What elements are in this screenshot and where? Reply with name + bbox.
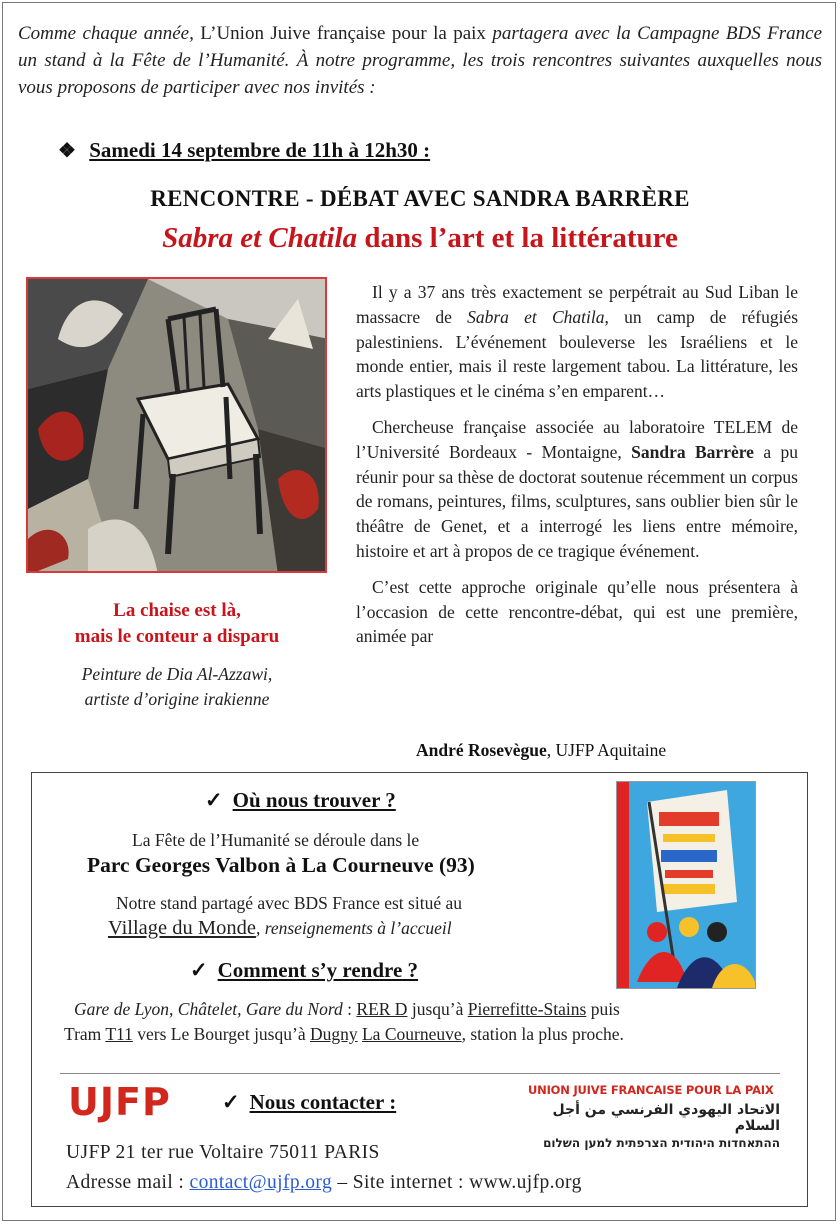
- directions-sep: :: [342, 999, 357, 1019]
- intro-paragraph: [18, 20, 822, 101]
- contact-heading: [222, 1090, 396, 1115]
- directions-vers: vers Le Bourget jusqu’à: [132, 1024, 310, 1044]
- checkmark-icon: ✓: [222, 1090, 240, 1114]
- moderator-org: , UJFP Aquitaine: [546, 740, 667, 760]
- location-line1: La Fête de l’Humanité se déroule dans le: [132, 830, 420, 850]
- painting-caption-line1: La chaise est là,: [113, 600, 241, 621]
- article-paragraph-3: C’est cette approche originale qu’elle nous présentera à l’occasion de cette rencontre-débat, qui est une première, animée par: [356, 576, 798, 647]
- article-p1-text: Il y a 37 ans très exactement se perpétrait au Sud Liban le massacre de: [356, 282, 798, 327]
- union-name-arabic: الاتحاد اليهودي الفرنسي من أجل السلام: [552, 1102, 780, 1134]
- article-p1-italic: Sabra et Chatila: [467, 306, 605, 327]
- article-p2-text: Chercheuse française associée au laboratoire TELEM de l’Université Bordeaux - Montaigne,: [356, 416, 798, 462]
- article-paragraph-1: [356, 280, 798, 404]
- postal-address: UJFP 21 ter rue Voltaire 75011 PARIS: [66, 1142, 380, 1163]
- diamond-bullet-icon: ❖: [58, 140, 76, 162]
- location-line2: Notre stand partagé avec BDS France est situé au: [116, 893, 462, 913]
- location-heading-text: Où nous trouver ?: [232, 788, 396, 812]
- painting-credit: [22, 662, 332, 712]
- painting-image: [26, 277, 327, 573]
- intro-italic-1: Comme chaque année,: [18, 23, 194, 44]
- article-p2-text-end: a pu réunir pour sa thèse de doctorat soutenue récemment un corpus de romans, peintures, films, sculptures, sans oublier bien sûr le théâtre de Genet, et a interrogé les liens entre mémoire, histoire et art à propos de ce tragique événement.: [356, 441, 798, 561]
- checkmark-icon: ✓: [205, 788, 223, 812]
- dugny: Dugny: [309, 1024, 358, 1044]
- painting-credit-line2: artiste d’origine irakienne: [84, 689, 270, 709]
- moderator-byline: [416, 740, 666, 761]
- intro-text-2: L’Union Juive française pour la paix: [193, 23, 493, 44]
- village-du-monde: Village du Monde: [108, 917, 256, 939]
- la-courneuve: La Courneuve: [361, 1024, 462, 1044]
- pierrefitte-stains: Pierrefitte-Stains: [467, 999, 587, 1019]
- contact-heading-text: Nous contacter :: [249, 1090, 397, 1114]
- painting-credit-line1: Peinture de Dia Al-Azzawi,: [81, 664, 273, 684]
- event-date: Samedi 14 septembre de 11h à 12h30 :: [89, 138, 431, 162]
- directions-puis: puis: [586, 999, 620, 1019]
- directions-heading-text: Comment s’y rendre ?: [217, 958, 419, 982]
- directions-line1: [74, 999, 620, 1020]
- directions-stations: Gare de Lyon, Châtelet, Gare du Nord: [74, 999, 343, 1019]
- event-title-italic: Sabra et Chatila: [162, 222, 358, 254]
- article-p2-speaker: Sandra Barrère: [631, 441, 754, 462]
- painting-artwork: [28, 279, 327, 573]
- article-body: [356, 280, 798, 660]
- painting-caption-line2: mais le conteur a disparu: [74, 626, 280, 647]
- checkmark-icon: ✓: [190, 958, 208, 982]
- mail-label: Adresse mail :: [66, 1172, 190, 1193]
- ujfp-logo: UJFP: [68, 1080, 171, 1124]
- directions-line2: [64, 1024, 624, 1045]
- event-title-rest: dans l’art et la littérature: [357, 222, 678, 254]
- event-headline: RENCONTRE - DÉBAT AVEC SANDRA BARRÈRE: [150, 186, 690, 211]
- location-heading: [205, 788, 396, 813]
- article-paragraph-2: [356, 415, 798, 564]
- event-title: [0, 222, 840, 255]
- contact-line: [66, 1172, 582, 1194]
- rer-d: RER D: [356, 999, 408, 1019]
- directions-station-rest: , station la plus proche.: [461, 1024, 624, 1044]
- location-village-line: [108, 917, 452, 940]
- moderator-name: André Rosevègue: [416, 740, 547, 760]
- painting-caption: [22, 598, 332, 650]
- contact-email-link[interactable]: contact@ujfp.org: [189, 1172, 333, 1193]
- website-text: – Site internet : www.ujfp.org: [332, 1172, 582, 1193]
- union-name-french: UNION JUIVE FRANCAISE POUR LA PAIX: [528, 1083, 774, 1097]
- tram-t11: T11: [105, 1024, 133, 1044]
- location-place: Parc Georges Valbon à La Courneuve (93): [87, 853, 475, 877]
- directions-tram: Tram: [64, 1024, 106, 1044]
- directions-heading: [190, 958, 418, 983]
- fete-humanite-poster-image: [617, 782, 755, 988]
- event-date-line: [58, 138, 430, 163]
- article-p1-text-end: , un camp de réfugiés palestiniens. L’événement bouleverse les Israéliens et le monde entier, mais il reste largement tabou. La littérature, les arts plastiques et le cinéma s’en emparent…: [356, 306, 799, 402]
- poster-artwork: [617, 782, 755, 988]
- contact-separator: [60, 1073, 780, 1074]
- directions-jusqu: jusqu’à: [407, 999, 468, 1019]
- union-name-hebrew: ההתאחדות היהודית הצרפתית למען השלום: [543, 1136, 780, 1150]
- location-village-rest: , renseignements à l’accueil: [255, 918, 452, 938]
- intro-italic-3: partagera avec la Campagne BDS France un stand à la Fête de l’Humanité. À notre programme, les trois rencontres suivantes auxquelles nous vous proposons de participer avec nos invités :: [18, 23, 822, 98]
